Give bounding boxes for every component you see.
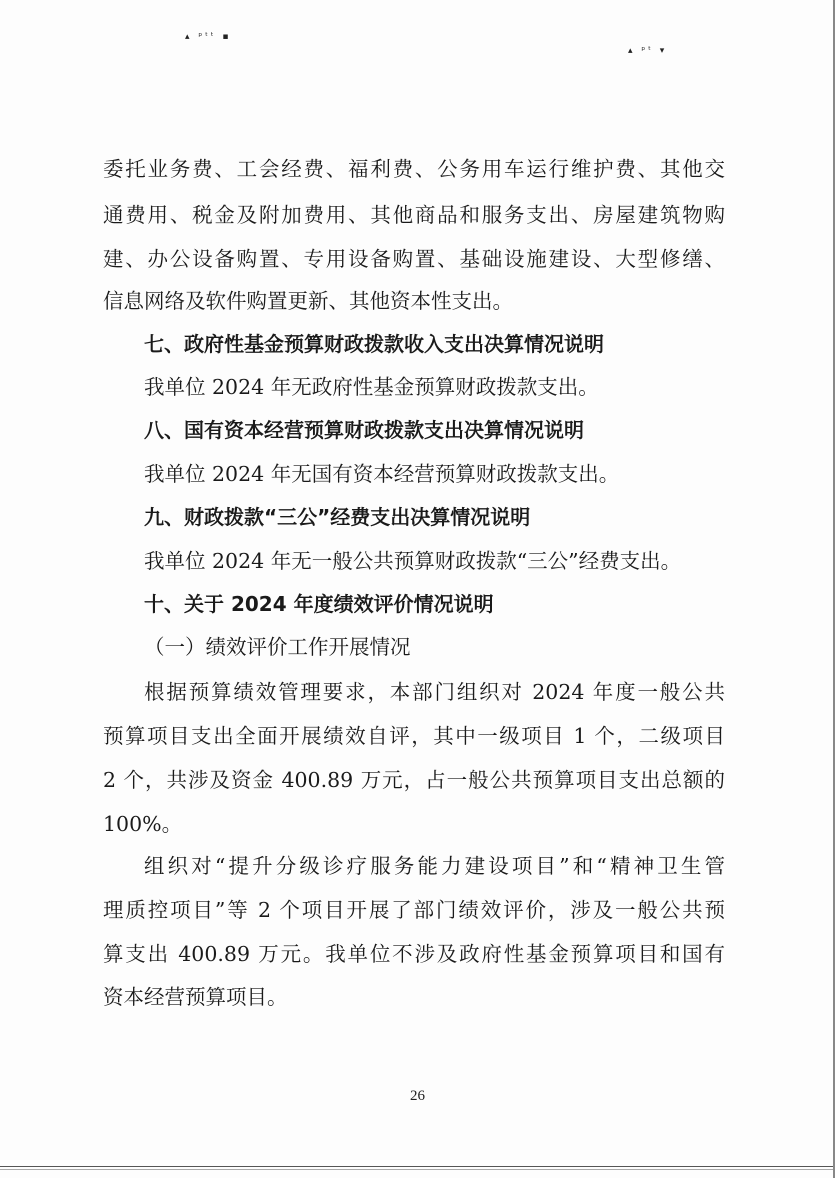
section-text-9: 我单位 2024 年无一般公共预算财政拨款“三公”经费支出。 (144, 549, 682, 573)
para1-line: 根据预算绩效管理要求，本部门组织对 2024 年度一般公共 (144, 680, 725, 704)
para2-line: 组织对“提升分级诊疗服务能力建设项目”和“精神卫生管 (144, 854, 725, 878)
section-text-7: 我单位 2024 年无政府性基金预算财政拨款支出。 (144, 375, 599, 399)
para2-line: 理质控项目”等 2 个项目开展了部门绩效评价，涉及一般公共预 (103, 898, 725, 922)
body-line: 委托业务费、工会经费、福利费、公务用车运行维护费、其他交 (103, 157, 725, 181)
para2-line: 资本经营预算项目。 (103, 985, 288, 1009)
page-number: 26 (410, 1088, 425, 1104)
scan-mark-left: ▴ ᵖᵗᵗ ▪ (185, 32, 232, 42)
body-line: 建、办公设备购置、专用设备购置、基础设施建设、大型修缮、 (103, 247, 725, 271)
para1-line: 预算项目支出全面开展绩效自评，其中一级项目 1 个，二级项目 (103, 724, 725, 748)
bottom-scan-line-faint (0, 1169, 835, 1170)
section-heading-8: 八、国有资本经营预算财政拨款支出决算情况说明 (144, 418, 584, 442)
sub-heading-1: （一）绩效评价工作开展情况 (144, 635, 411, 659)
bottom-scan-line (0, 1166, 835, 1167)
para1-line: 100%。 (103, 812, 183, 836)
body-line: 通费用、税金及附加费用、其他商品和服务支出、房屋建筑物购 (103, 203, 725, 227)
section-heading-7: 七、政府性基金预算财政拨款收入支出决算情况说明 (144, 332, 604, 356)
section-heading-10: 十、关于 2024 年度绩效评价情况说明 (144, 592, 494, 616)
para2-line: 算支出 400.89 万元。我单位不涉及政府性基金预算项目和国有 (103, 942, 725, 966)
body-line: 信息网络及软件购置更新、其他资本性支出。 (103, 289, 513, 313)
section-text-8: 我单位 2024 年无国有资本经营预算财政拨款支出。 (144, 462, 620, 486)
section-heading-9: 九、财政拨款“三公”经费支出决算情况说明 (144, 505, 531, 529)
scan-mark-right: ▴ ᵖᵗ ▾ (628, 46, 668, 56)
para1-line: 2 个，共涉及资金 400.89 万元，占一般公共预算项目支出总额的 (103, 768, 725, 792)
